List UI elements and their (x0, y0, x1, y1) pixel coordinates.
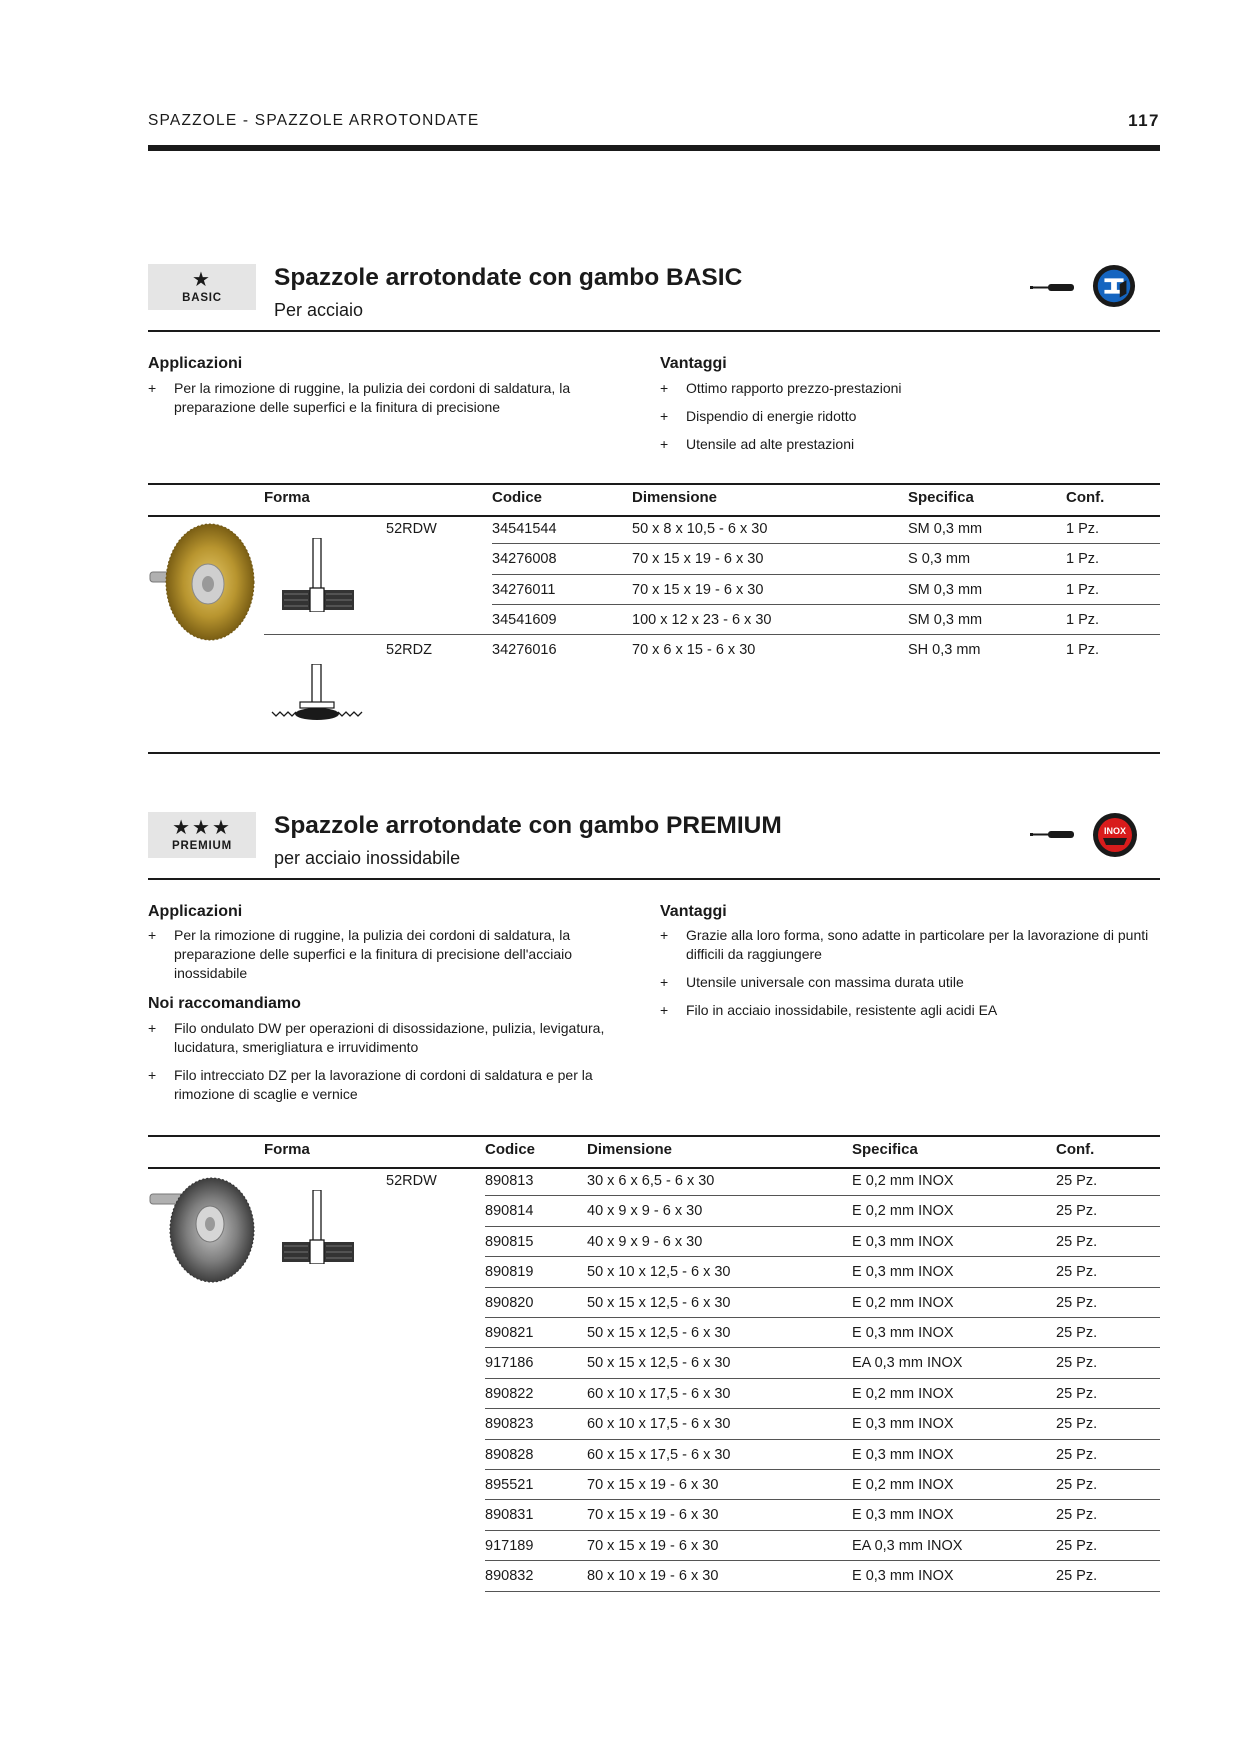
list-item: + Filo ondulato DW per operazioni di disossidazione, pulizia, levigatura, lucidatura, smerigliatura e irruvidimento (148, 1020, 605, 1055)
shank-tool-icon (1030, 280, 1076, 294)
col-header-dimensione: Dimensione (632, 489, 718, 506)
table-row (0, 1264, 1240, 1294)
codice-cell: 890832 (485, 1568, 534, 1585)
conf-cell: 25 Pz. (1056, 1233, 1098, 1250)
table-row (0, 1568, 1240, 1598)
conf-cell: 1 Pz. (1066, 581, 1100, 598)
shank-tool-icon (1030, 827, 1076, 841)
row-divider (492, 543, 1160, 544)
specifica-cell: E 0,3 mm INOX (852, 1233, 954, 1250)
table-row (0, 582, 1240, 612)
table-row (0, 1325, 1240, 1355)
table-row (0, 1173, 1240, 1203)
stars-icon: ★★★ (172, 817, 232, 839)
col-header-conf: Conf. (1056, 1141, 1095, 1158)
table-row (0, 1538, 1240, 1568)
star-icon: ★ (192, 269, 212, 291)
list-item: + Dispendio di energie ridotto (660, 408, 857, 424)
basic-badge (148, 264, 256, 310)
list-item: + Grazie alla loro forma, sono adatte in particolare per la lavorazione di punti difficili da raggiungere (660, 927, 1149, 962)
section-subtitle-basic: Per acciaio (274, 300, 364, 320)
row-divider (485, 1226, 1160, 1227)
conf-cell: 25 Pz. (1056, 1325, 1098, 1341)
row-divider (485, 1378, 1160, 1379)
table-row (0, 1386, 1240, 1416)
premium-badge (148, 812, 256, 858)
applications-list (148, 379, 618, 426)
col-header-conf: Conf. (1066, 489, 1105, 506)
dimensione-cell: 30 x 6 x 6,5 - 6 x 30 (587, 1173, 715, 1189)
conf-cell: 1 Pz. (1066, 642, 1100, 659)
row-divider (485, 1469, 1160, 1470)
conf-cell: 25 Pz. (1056, 1173, 1098, 1189)
row-divider (485, 1287, 1160, 1288)
specifica-cell: E 0,3 mm INOX (852, 1416, 954, 1433)
table-row (0, 1295, 1240, 1325)
codice-cell: 890815 (485, 1233, 534, 1250)
table-row (0, 1234, 1240, 1264)
specifica-cell: EA 0,3 mm INOX (852, 1355, 963, 1372)
table-top-rule (148, 483, 1160, 485)
specifica-cell: E 0,3 mm INOX (852, 1446, 954, 1463)
specifica-cell: S 0,3 mm (908, 551, 971, 568)
conf-cell: 25 Pz. (1056, 1477, 1098, 1493)
conf-cell: 25 Pz. (1056, 1385, 1098, 1402)
row-divider (485, 1317, 1160, 1318)
list-item: + Filo intrecciato DZ per la lavorazione di cordoni di saldatura e per la rimozione di scaglie e vernice (148, 1067, 593, 1102)
col-header-codice: Codice (485, 1141, 536, 1158)
specifica-cell: E 0,2 mm INOX (852, 1173, 954, 1189)
table-top-rule (148, 1135, 1160, 1137)
conf-cell: 25 Pz. (1056, 1568, 1098, 1585)
codice-cell: 34276008 (492, 551, 557, 568)
specifica-cell: E 0,2 mm INOX (852, 1294, 954, 1311)
section-title-basic: Spazzole arrotondate con gambo BASIC (274, 264, 743, 291)
dimensione-cell: 60 x 10 x 17,5 - 6 x 30 (587, 1416, 731, 1433)
knot-brush-diagram (270, 664, 366, 724)
dimensione-cell: 50 x 15 x 12,5 - 6 x 30 (587, 1325, 731, 1341)
list-item: + Per la rimozione di ruggine, la pulizia dei cordoni di saldatura, la preparazione delle superfici e la finitura di precisione (148, 380, 571, 415)
list-item: + Ottimo rapporto prezzo-prestazioni (660, 380, 902, 396)
advantages-list (660, 379, 1140, 463)
page-header-title: SPAZZOLE - SPAZZOLE ARROTONDATE (148, 112, 480, 129)
table-row (0, 1203, 1240, 1233)
conf-cell: 25 Pz. (1056, 1537, 1098, 1554)
inox-badge-icon (1092, 812, 1138, 858)
applications-heading: Applicazioni (148, 355, 243, 372)
list-item: + Utensile ad alte prestazioni (660, 436, 855, 452)
specifica-cell: E 0,3 mm INOX (852, 1568, 954, 1585)
row-divider (485, 1560, 1160, 1561)
row-divider (485, 1530, 1160, 1531)
table-row (0, 642, 1240, 672)
col-header-forma: Forma (264, 1141, 310, 1158)
row-divider (485, 1591, 1160, 1592)
dimensione-cell: 70 x 15 x 19 - 6 x 30 (632, 581, 764, 598)
dimensione-cell: 70 x 15 x 19 - 6 x 30 (587, 1537, 719, 1554)
row-divider (485, 1256, 1160, 1257)
forma-code: 52RDW (386, 1173, 437, 1189)
group-separator (264, 634, 1160, 635)
page-number: 117 (1128, 111, 1160, 130)
advantages-heading: Vantaggi (660, 355, 727, 372)
codice-cell: 34541544 (492, 521, 557, 537)
dimensione-cell: 40 x 9 x 9 - 6 x 30 (587, 1233, 703, 1250)
row-divider (492, 574, 1160, 575)
section-rule (148, 878, 1160, 880)
list-item: + Filo in acciaio inossidabile, resistente agli acidi EA (660, 1002, 998, 1018)
list-item: + Utensile universale con massima durata utile (660, 974, 964, 990)
specifica-cell: SM 0,3 mm (908, 611, 983, 628)
col-header-forma: Forma (264, 489, 310, 506)
dimensione-cell: 50 x 8 x 10,5 - 6 x 30 (632, 521, 768, 537)
specifica-cell: E 0,3 mm INOX (852, 1325, 954, 1341)
codice-cell: 34541609 (492, 611, 557, 628)
specifica-cell: E 0,2 mm INOX (852, 1203, 954, 1220)
applications-heading: Applicazioni (148, 903, 243, 920)
badge-label: PREMIUM (172, 840, 232, 852)
dimensione-cell: 50 x 15 x 12,5 - 6 x 30 (587, 1294, 731, 1311)
dimensione-cell: 60 x 15 x 17,5 - 6 x 30 (587, 1446, 731, 1463)
recommend-list (148, 1019, 628, 1113)
dimensione-cell: 100 x 12 x 23 - 6 x 30 (632, 611, 772, 628)
dimensione-cell: 70 x 6 x 15 - 6 x 30 (632, 642, 756, 659)
specifica-cell: SM 0,3 mm (908, 521, 983, 537)
conf-cell: 25 Pz. (1056, 1355, 1098, 1372)
advantages-list (660, 926, 1150, 1029)
codice-cell: 890820 (485, 1294, 534, 1311)
specifica-cell: SM 0,3 mm (908, 581, 983, 598)
applications-list (148, 926, 628, 992)
row-divider (485, 1408, 1160, 1409)
col-header-dimensione: Dimensione (587, 1141, 673, 1158)
codice-cell: 890831 (485, 1507, 534, 1524)
codice-cell: 890814 (485, 1203, 534, 1220)
table-row (0, 1507, 1240, 1537)
conf-cell: 25 Pz. (1056, 1203, 1098, 1220)
col-header-specifica: Specifica (908, 489, 974, 506)
codice-cell: 34276011 (492, 581, 556, 598)
codice-cell: 890823 (485, 1416, 534, 1433)
table-row (0, 1355, 1240, 1385)
header-rule (148, 145, 1160, 151)
recommend-heading: Noi raccomandiamo (148, 995, 301, 1012)
table-row (0, 521, 1240, 551)
codice-cell: 895521 (485, 1477, 534, 1493)
conf-cell: 25 Pz. (1056, 1264, 1098, 1281)
row-divider (485, 1347, 1160, 1348)
specifica-cell: SH 0,3 mm (908, 642, 981, 659)
dimensione-cell: 60 x 10 x 17,5 - 6 x 30 (587, 1385, 731, 1402)
codice-cell: 917189 (485, 1537, 534, 1554)
table-header-rule (148, 515, 1160, 517)
forma-code: 52RDW (386, 521, 437, 537)
section-bottom-rule (148, 752, 1160, 754)
list-item: + Per la rimozione di ruggine, la pulizia dei cordoni di saldatura, la preparazione delle superfici e la finitura di precisione dell'acciaio inossidabile (148, 927, 573, 981)
conf-cell: 1 Pz. (1066, 551, 1100, 568)
section-title-premium: Spazzole arrotondate con gambo PREMIUM (274, 812, 782, 839)
codice-cell: 890822 (485, 1385, 534, 1402)
table-row (0, 551, 1240, 581)
dimensione-cell: 80 x 10 x 19 - 6 x 30 (587, 1568, 719, 1585)
codice-cell: 890828 (485, 1446, 534, 1463)
inox-label: INOX (1103, 826, 1126, 836)
advantages-heading: Vantaggi (660, 903, 727, 920)
dimensione-cell: 40 x 9 x 9 - 6 x 30 (587, 1203, 703, 1220)
codice-cell: 890813 (485, 1173, 534, 1189)
row-divider (485, 1439, 1160, 1440)
section-rule (148, 330, 1160, 332)
specifica-cell: EA 0,3 mm INOX (852, 1537, 963, 1554)
table-row (0, 1447, 1240, 1477)
table-row (0, 1416, 1240, 1446)
conf-cell: 25 Pz. (1056, 1446, 1098, 1463)
conf-cell: 25 Pz. (1056, 1416, 1098, 1433)
row-divider (492, 604, 1160, 605)
specifica-cell: E 0,3 mm INOX (852, 1507, 954, 1524)
row-divider (485, 1499, 1160, 1500)
codice-cell: 917186 (485, 1355, 534, 1372)
dimensione-cell: 70 x 15 x 19 - 6 x 30 (587, 1507, 719, 1524)
section-subtitle-premium: per acciaio inossidabile (274, 848, 461, 868)
table-header-rule (148, 1167, 1160, 1169)
dimensione-cell: 70 x 15 x 19 - 6 x 30 (587, 1477, 719, 1493)
codice-cell: 890819 (485, 1264, 534, 1281)
forma-code: 52RDZ (386, 642, 432, 659)
badge-label: BASIC (182, 292, 222, 304)
conf-cell: 1 Pz. (1066, 521, 1100, 537)
table-row (0, 1477, 1240, 1507)
col-header-codice: Codice (492, 489, 543, 506)
conf-cell: 25 Pz. (1056, 1507, 1098, 1524)
conf-cell: 25 Pz. (1056, 1294, 1098, 1311)
table-row (0, 612, 1240, 642)
dimensione-cell: 70 x 15 x 19 - 6 x 30 (632, 551, 764, 568)
codice-cell: 34276016 (492, 642, 557, 659)
specifica-cell: E 0,2 mm INOX (852, 1477, 954, 1493)
row-divider (485, 1195, 1160, 1196)
dimensione-cell: 50 x 15 x 12,5 - 6 x 30 (587, 1355, 731, 1372)
conf-cell: 1 Pz. (1066, 611, 1100, 628)
specifica-cell: E 0,2 mm INOX (852, 1385, 954, 1402)
codice-cell: 890821 (485, 1325, 534, 1341)
dimensione-cell: 50 x 10 x 12,5 - 6 x 30 (587, 1264, 731, 1281)
steel-badge-icon (1092, 264, 1136, 308)
col-header-specifica: Specifica (852, 1141, 918, 1158)
specifica-cell: E 0,3 mm INOX (852, 1264, 954, 1281)
